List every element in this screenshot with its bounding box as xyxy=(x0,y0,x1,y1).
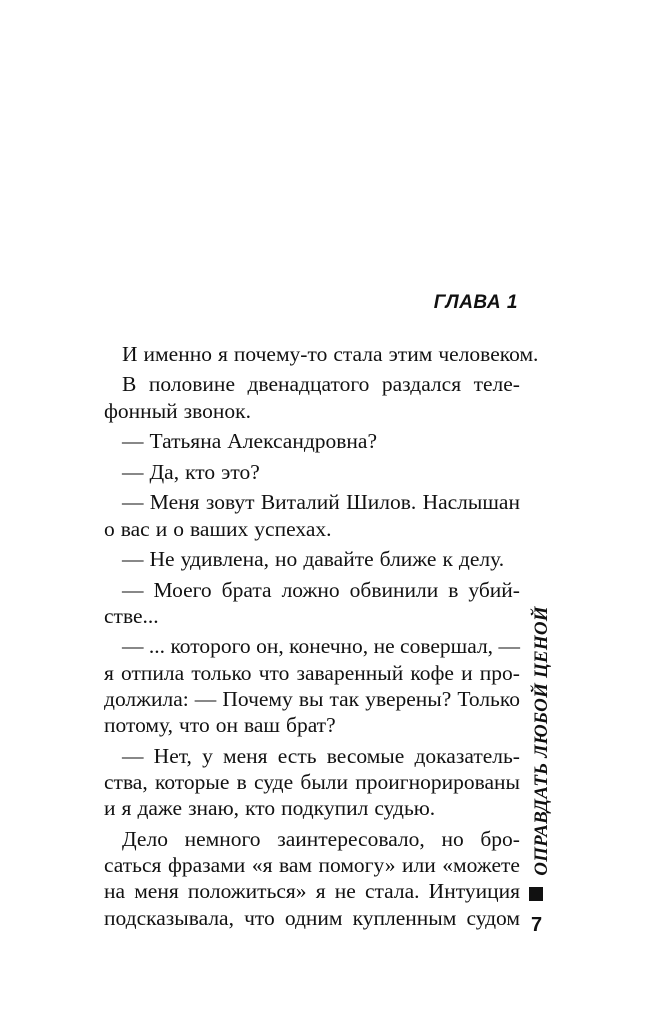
word: положиться» xyxy=(187,879,307,904)
text-line xyxy=(104,603,520,629)
word: кто xyxy=(185,459,216,484)
word: — xyxy=(122,547,144,572)
word: о xyxy=(104,516,115,541)
word: — xyxy=(122,490,144,515)
running-title-text: ОПРАВДАТЬ ЛЮБОЙ ЦЕНОЙ xyxy=(531,606,552,876)
word: стала xyxy=(333,342,383,366)
text-line xyxy=(104,712,520,738)
word: я xyxy=(104,660,114,685)
word: звонок. xyxy=(183,398,251,423)
word: есть xyxy=(277,743,317,768)
word: но xyxy=(441,826,464,851)
word: почему-то xyxy=(233,342,328,366)
word: Да, xyxy=(149,459,180,484)
word: теле- xyxy=(473,372,520,397)
word: — xyxy=(122,743,144,768)
word: или xyxy=(402,853,436,878)
word: кто xyxy=(245,796,276,821)
word: Почему xyxy=(222,686,293,711)
word: весомые xyxy=(326,743,405,768)
word: конечно, xyxy=(289,634,369,659)
text-line xyxy=(104,428,520,454)
word: ... xyxy=(148,634,166,659)
word: знаю, xyxy=(188,796,240,821)
word: вас xyxy=(120,516,150,541)
word: проигнорированы xyxy=(355,769,520,794)
text-line xyxy=(104,546,520,572)
word: делу. xyxy=(458,547,505,572)
word: меня xyxy=(223,743,268,768)
word: я xyxy=(315,879,326,904)
word: И xyxy=(122,342,138,366)
word: успехах. xyxy=(254,516,332,541)
text-line xyxy=(104,341,539,367)
word: доказатель- xyxy=(414,743,520,768)
word: были xyxy=(300,769,349,794)
word: убий- xyxy=(468,577,520,602)
word: Виталий xyxy=(260,490,340,515)
word: так xyxy=(329,686,360,711)
word: меня xyxy=(134,879,179,904)
text-line xyxy=(104,686,520,712)
word: подкупил xyxy=(281,796,369,821)
text-line xyxy=(104,743,520,769)
word: Интуиция xyxy=(428,879,520,904)
word: ваш xyxy=(244,713,280,738)
word: он, xyxy=(256,634,284,659)
word: Меня xyxy=(149,490,200,515)
word: ства, xyxy=(104,769,148,794)
word: Шилов. xyxy=(346,490,417,515)
square-marker xyxy=(529,887,543,901)
text-line xyxy=(104,516,520,542)
word: не xyxy=(334,879,356,904)
word: он xyxy=(215,713,238,738)
word: уверены? xyxy=(365,686,452,711)
word: фонный xyxy=(104,398,178,423)
word: давайте xyxy=(303,547,374,572)
word: «можете xyxy=(442,853,520,878)
word: и xyxy=(155,516,168,541)
text-line xyxy=(104,795,520,821)
chapter-heading: ГЛАВА 1 xyxy=(433,292,518,313)
word: бро- xyxy=(480,826,520,851)
word: Не xyxy=(149,547,175,572)
word: в xyxy=(236,769,247,794)
word: раздался xyxy=(381,372,462,397)
word: вы xyxy=(298,686,324,711)
word: и xyxy=(104,796,116,821)
word: но xyxy=(275,547,298,572)
word: потому, xyxy=(104,713,174,738)
word: удивлена, xyxy=(180,547,270,572)
word: я xyxy=(121,796,132,821)
word: помогу» xyxy=(318,853,396,878)
text-line xyxy=(104,826,520,852)
word: и xyxy=(461,660,473,685)
text-line xyxy=(104,660,520,686)
word: это? xyxy=(221,459,260,484)
word: зовут xyxy=(205,490,255,515)
word: — xyxy=(122,634,144,659)
word: подсказывала, xyxy=(104,905,234,930)
word: «я xyxy=(251,853,273,878)
word: которого xyxy=(170,634,251,659)
text-line xyxy=(104,371,520,397)
word: — xyxy=(498,634,520,659)
word: Наслышан xyxy=(422,490,520,515)
word: ближе xyxy=(379,547,437,572)
word: именно xyxy=(143,342,212,366)
word: купленным xyxy=(352,905,457,930)
word: — xyxy=(194,686,217,711)
word: фразами xyxy=(167,853,246,878)
word: что xyxy=(179,713,210,738)
word: отпила xyxy=(121,660,185,685)
word: не xyxy=(373,634,395,659)
running-title xyxy=(527,603,557,880)
word: которые xyxy=(154,769,230,794)
word: — xyxy=(122,429,144,454)
word: я xyxy=(217,342,228,366)
word: ваших xyxy=(190,516,249,541)
word: к xyxy=(442,547,453,572)
word: что xyxy=(244,905,275,930)
word: брат? xyxy=(286,713,336,738)
text-line xyxy=(104,398,520,424)
word: на xyxy=(104,879,126,904)
text-line xyxy=(104,577,520,603)
word: заваренный xyxy=(296,660,404,685)
word: брата xyxy=(221,577,272,602)
word: должила: xyxy=(104,686,189,711)
text-line xyxy=(104,852,520,878)
word: только xyxy=(191,660,252,685)
body-text xyxy=(104,341,539,931)
word: совершал, xyxy=(400,634,494,659)
word: у xyxy=(202,743,213,768)
text-line xyxy=(104,459,520,485)
word: в xyxy=(448,577,459,602)
word: Только xyxy=(457,686,520,711)
word: В xyxy=(122,372,137,397)
word: немного xyxy=(184,826,261,851)
word: стала. xyxy=(364,879,420,904)
word: обвинили xyxy=(349,577,439,602)
word: одним xyxy=(284,905,343,930)
word: — xyxy=(122,577,144,602)
page-number: 7 xyxy=(531,914,543,936)
word: — xyxy=(122,459,144,484)
text-line xyxy=(104,633,520,659)
word: Моего xyxy=(153,577,212,602)
word: человеком. xyxy=(438,342,539,366)
word: суде xyxy=(254,769,294,794)
word: о xyxy=(173,516,185,541)
word: Татьяна xyxy=(149,429,222,454)
word: Александровна? xyxy=(227,429,378,454)
word: половине xyxy=(148,372,235,397)
text-line xyxy=(104,769,520,795)
text-line xyxy=(104,878,520,904)
word: Дело xyxy=(122,826,168,851)
word: двенадцатого xyxy=(247,372,370,397)
word: вам xyxy=(278,853,312,878)
word: ложно xyxy=(281,577,340,602)
word: саться xyxy=(104,853,162,878)
word: даже xyxy=(137,796,183,821)
word: что xyxy=(258,660,290,685)
word: кофе xyxy=(410,660,454,685)
text-line xyxy=(104,905,520,931)
word: стве... xyxy=(104,603,159,628)
text-line xyxy=(104,489,520,515)
word: этим xyxy=(388,342,433,366)
word: заинтересовало, xyxy=(277,826,425,851)
word: судом xyxy=(466,905,520,930)
word: судью. xyxy=(374,796,436,821)
word: про- xyxy=(479,660,520,685)
word: Нет, xyxy=(153,743,192,768)
